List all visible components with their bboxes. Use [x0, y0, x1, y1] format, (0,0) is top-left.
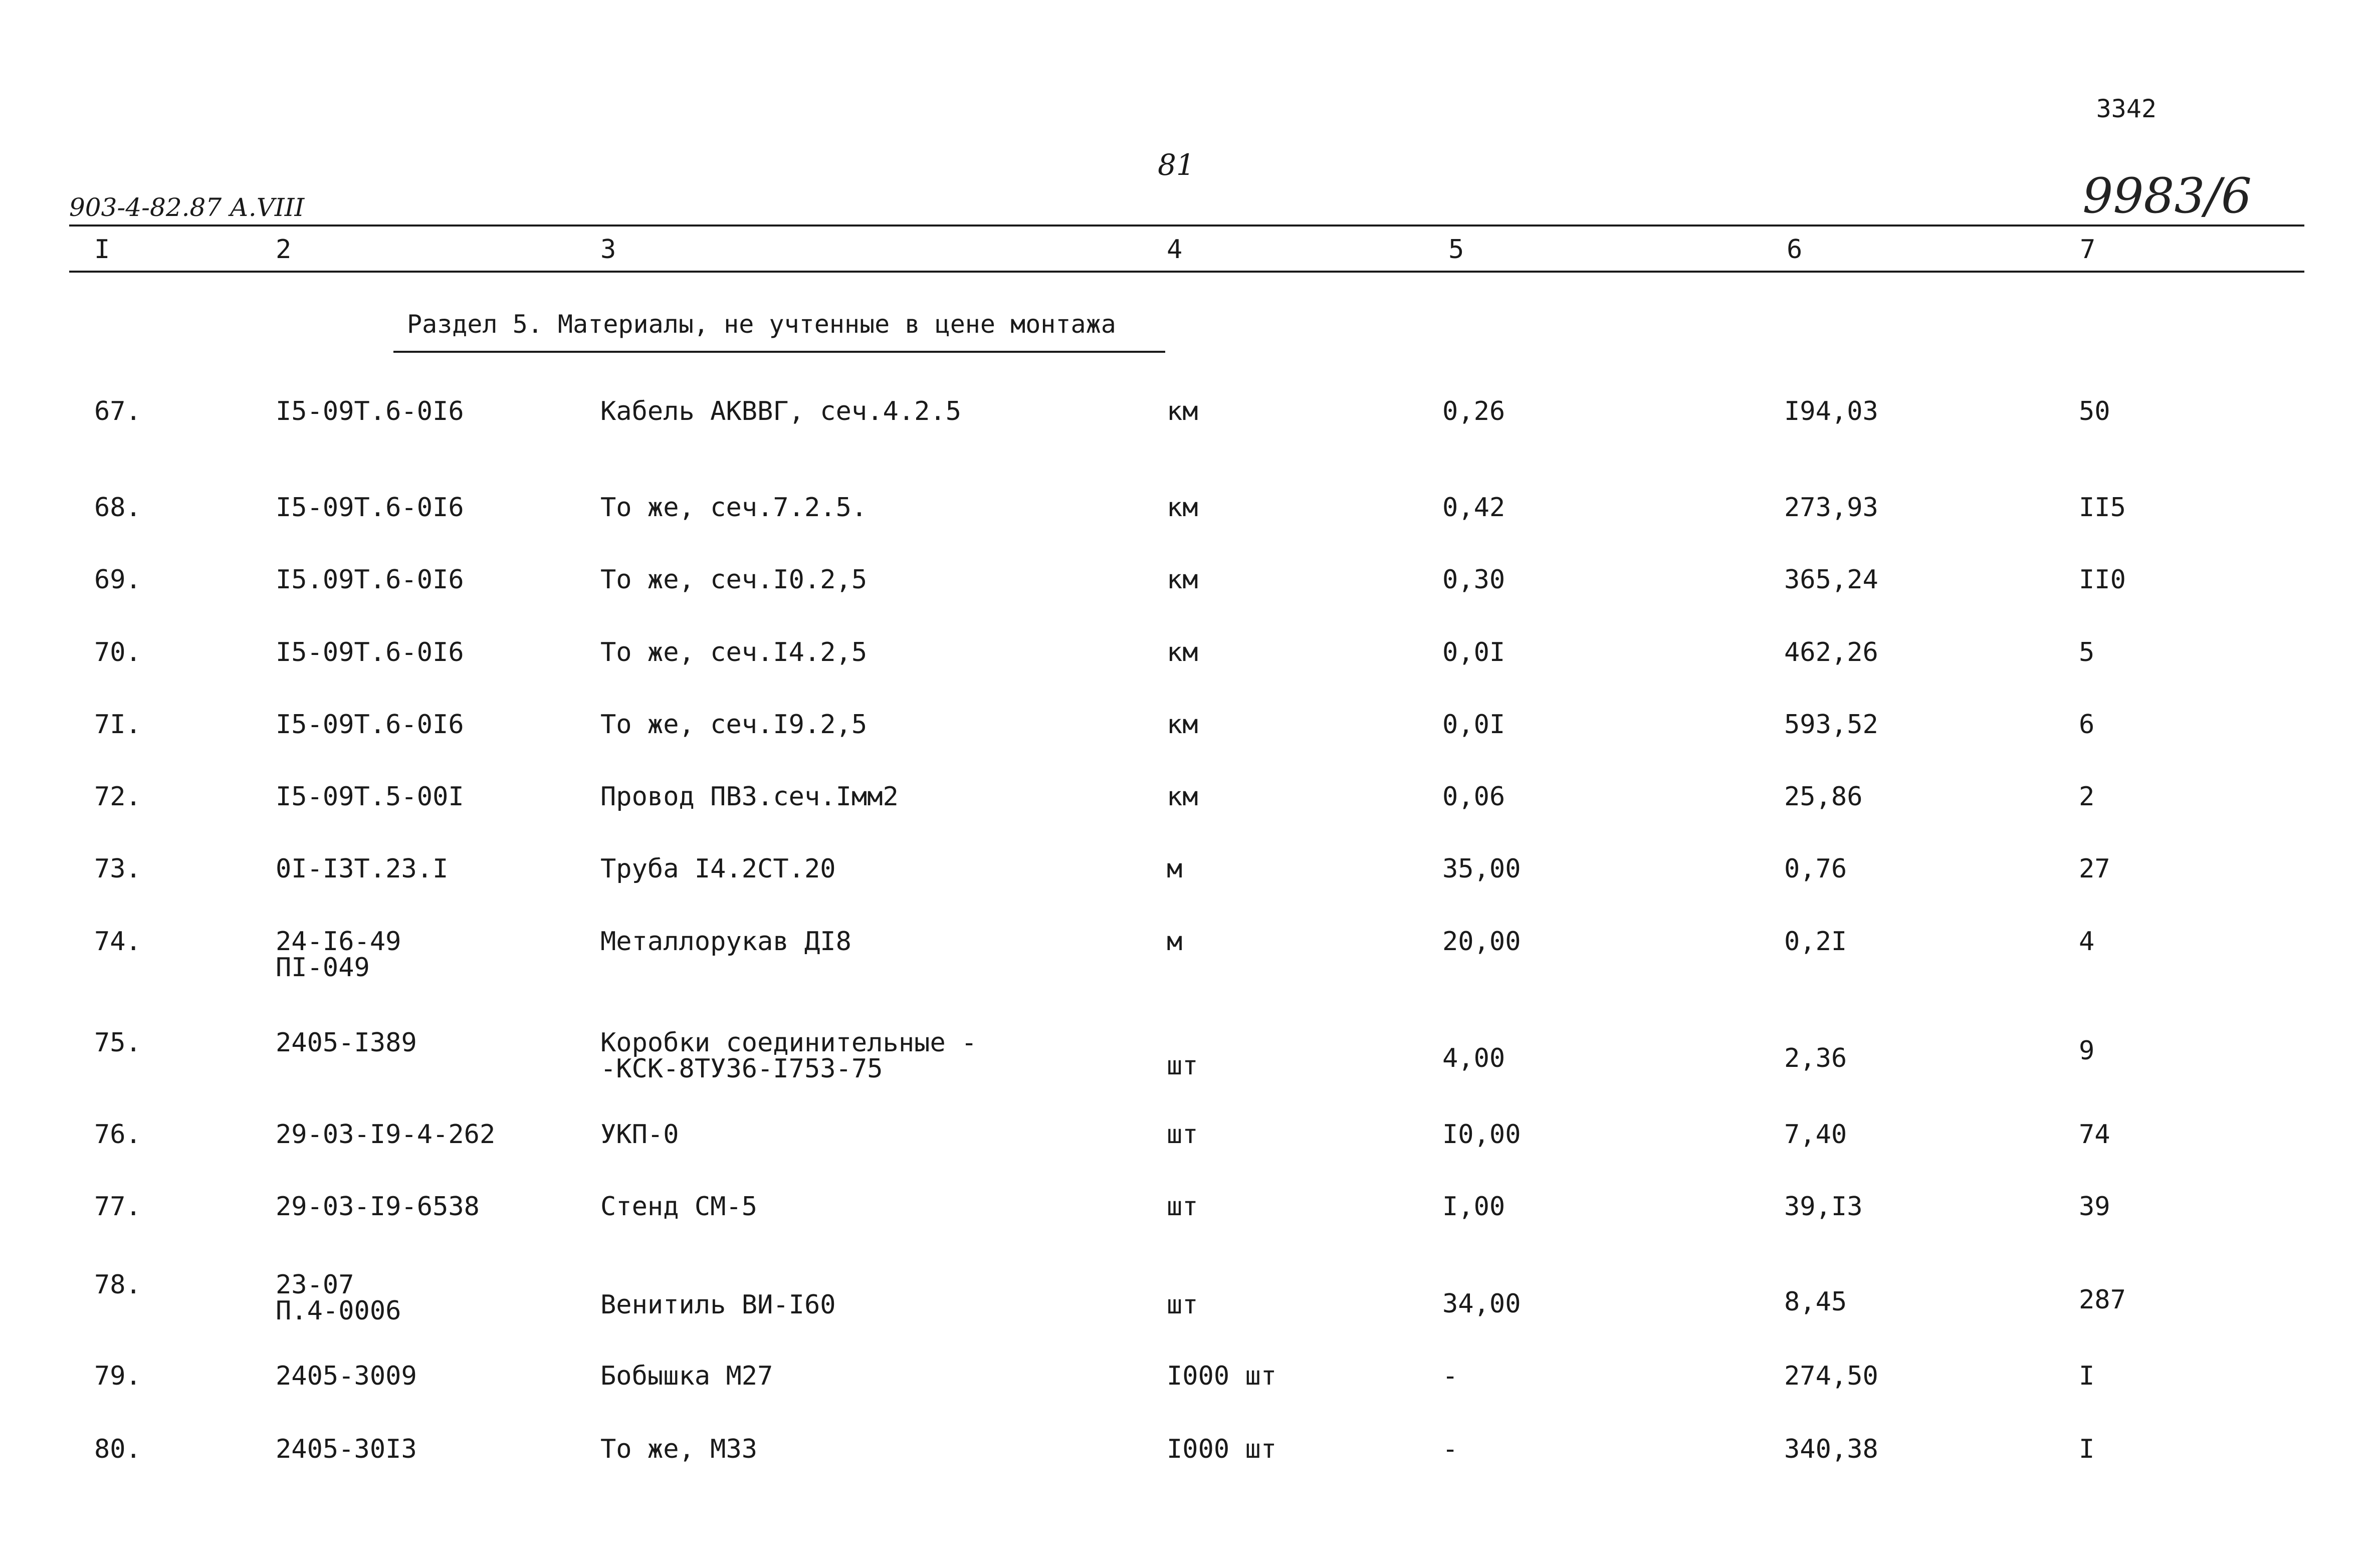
row-code: 0I-I3T.23.I — [276, 854, 449, 884]
row-code: 29-03-I9-6538 — [276, 1192, 480, 1222]
row-quantity: 20,00 — [1442, 927, 1521, 957]
row-number: 70. — [94, 637, 141, 667]
row-number: 76. — [94, 1119, 141, 1150]
row-name: Металлорукав ДI8 — [600, 927, 851, 957]
column-header-3: 3 — [600, 235, 616, 265]
row-unit: км — [1167, 710, 1198, 740]
column-header-6: 6 — [1787, 235, 1803, 265]
row-price: 2,36 — [1784, 1043, 1847, 1073]
row-quantity: 0,0I — [1442, 637, 1505, 667]
row-code: I5-09T.6-0I6 — [276, 710, 464, 740]
row-name: Провод ПВЗ.сеч.Iмм2 — [600, 782, 899, 812]
row-total: 50 — [2079, 396, 2110, 426]
row-total: 74 — [2079, 1119, 2110, 1150]
row-quantity: 0,42 — [1442, 493, 1505, 523]
row-code: 2405-I389 — [276, 1028, 417, 1058]
row-total: 4 — [2079, 927, 2095, 957]
row-total: II0 — [2079, 565, 2126, 595]
row-number: 77. — [94, 1192, 141, 1222]
row-unit: км — [1167, 637, 1198, 667]
row-number: 80. — [94, 1434, 141, 1464]
row-number: 72. — [94, 782, 141, 812]
row-code: I5-09T.6-0I6 — [276, 396, 464, 426]
row-total: 39 — [2079, 1192, 2110, 1222]
column-header-1: I — [94, 235, 110, 265]
row-unit: шт — [1167, 1290, 1198, 1320]
row-name: Венитиль ВИ-I60 — [600, 1290, 836, 1320]
row-name: УКП-0 — [600, 1119, 679, 1150]
row-unit: км — [1167, 396, 1198, 426]
row-unit: I000 шт — [1167, 1434, 1277, 1464]
row-price: 25,86 — [1784, 782, 1863, 812]
row-quantity: 0,26 — [1442, 396, 1505, 426]
column-header-5: 5 — [1448, 235, 1464, 265]
table-row — [0, 1272, 2367, 1372]
row-number: 68. — [94, 493, 141, 523]
row-number: 78. — [94, 1270, 141, 1300]
row-name: Кабель АКВВГ, сеч.4.2.5 — [600, 396, 962, 426]
page-number: 81 — [1158, 148, 1195, 182]
row-code: 2405-3009 — [276, 1361, 417, 1391]
row-quantity: 0,0I — [1442, 710, 1505, 740]
section-title: Раздел 5. Материалы, не учтенные в цене монтажа — [407, 310, 1116, 339]
top-number: 3342 — [2096, 94, 2157, 123]
row-number: 67. — [94, 396, 141, 426]
row-name: То же, сеч.7.2.5. — [600, 493, 868, 523]
row-code: I5.09T.6-0I6 — [276, 565, 464, 595]
row-name: Коробки соединительные - -КСК-8ТУ36-I753-75 — [600, 1028, 977, 1084]
row-number: 73. — [94, 854, 141, 884]
row-unit: шт — [1167, 1119, 1198, 1150]
row-unit: I000 шт — [1167, 1361, 1277, 1391]
row-price: 8,45 — [1784, 1287, 1847, 1317]
row-price: 39,I3 — [1784, 1192, 1863, 1222]
row-unit: шт — [1167, 1051, 1198, 1081]
row-total: 6 — [2079, 710, 2095, 740]
row-price: 7,40 — [1784, 1119, 1847, 1150]
section-title-underline — [393, 351, 1165, 353]
row-price: 462,26 — [1784, 637, 1878, 667]
column-header-7: 7 — [2080, 235, 2096, 265]
row-quantity: 0,30 — [1442, 565, 1505, 595]
row-number: 75. — [94, 1028, 141, 1058]
row-price: 0,76 — [1784, 854, 1847, 884]
row-name: То же, М33 — [600, 1434, 758, 1464]
sheet-number: 9983/6 — [2082, 168, 2252, 224]
row-name: Стенд СМ-5 — [600, 1192, 758, 1222]
row-code: I5-09T.6-0I6 — [276, 493, 464, 523]
row-name: То же, сеч.I9.2,5 — [600, 710, 868, 740]
row-name: То же, сеч.I4.2,5 — [600, 637, 868, 667]
row-name: То же, сеч.I0.2,5 — [600, 565, 868, 595]
row-number: 69. — [94, 565, 141, 595]
row-unit: км — [1167, 565, 1198, 595]
row-code: I5-09T.5-00I — [276, 782, 464, 812]
row-total: 5 — [2079, 637, 2095, 667]
row-quantity: I,00 — [1442, 1192, 1505, 1222]
header-top-rule — [69, 225, 2304, 227]
table-row — [0, 398, 2367, 499]
column-header-2: 2 — [276, 235, 292, 265]
row-total: 287 — [2079, 1285, 2126, 1315]
row-quantity: 34,00 — [1442, 1289, 1521, 1319]
table-row — [0, 929, 2367, 1029]
header-bottom-rule — [69, 271, 2304, 273]
row-total: I — [2079, 1361, 2095, 1391]
row-number: 74. — [94, 927, 141, 957]
row-total: II5 — [2079, 493, 2126, 523]
row-quantity: I0,00 — [1442, 1119, 1521, 1150]
document-reference: 903-4-82.87 А.VIII — [69, 193, 305, 222]
row-code: I5-09T.6-0I6 — [276, 637, 464, 667]
row-price: 365,24 — [1784, 565, 1878, 595]
table-row — [0, 1436, 2367, 1536]
row-quantity: - — [1442, 1434, 1458, 1464]
row-quantity: 35,00 — [1442, 854, 1521, 884]
row-code: 24-I6-49 ПI-049 — [276, 927, 401, 983]
row-price: 273,93 — [1784, 493, 1878, 523]
row-total: 27 — [2079, 854, 2110, 884]
row-quantity: 0,06 — [1442, 782, 1505, 812]
row-name: Бобышка М27 — [600, 1361, 773, 1391]
row-total: I — [2079, 1434, 2095, 1464]
row-code: 23-07 П.4-0006 — [276, 1270, 401, 1326]
row-unit: км — [1167, 782, 1198, 812]
row-total: 2 — [2079, 782, 2095, 812]
row-unit: км — [1167, 493, 1198, 523]
row-quantity: 4,00 — [1442, 1043, 1505, 1073]
row-price: 274,50 — [1784, 1361, 1878, 1391]
row-total: 9 — [2079, 1036, 2095, 1066]
row-unit: м — [1167, 927, 1183, 957]
row-price: 340,38 — [1784, 1434, 1878, 1464]
row-number: 79. — [94, 1361, 141, 1391]
table-row — [0, 1030, 2367, 1130]
row-unit: шт — [1167, 1192, 1198, 1222]
row-name: Труба I4.2СТ.20 — [600, 854, 836, 884]
column-header-4: 4 — [1167, 235, 1183, 265]
row-price: 593,52 — [1784, 710, 1878, 740]
row-price: I94,03 — [1784, 396, 1878, 426]
row-code: 29-03-I9-4-262 — [276, 1119, 496, 1150]
row-price: 0,2I — [1784, 927, 1847, 957]
row-quantity: - — [1442, 1361, 1458, 1391]
row-number: 7I. — [94, 710, 141, 740]
row-code: 2405-30I3 — [276, 1434, 417, 1464]
row-unit: м — [1167, 854, 1183, 884]
